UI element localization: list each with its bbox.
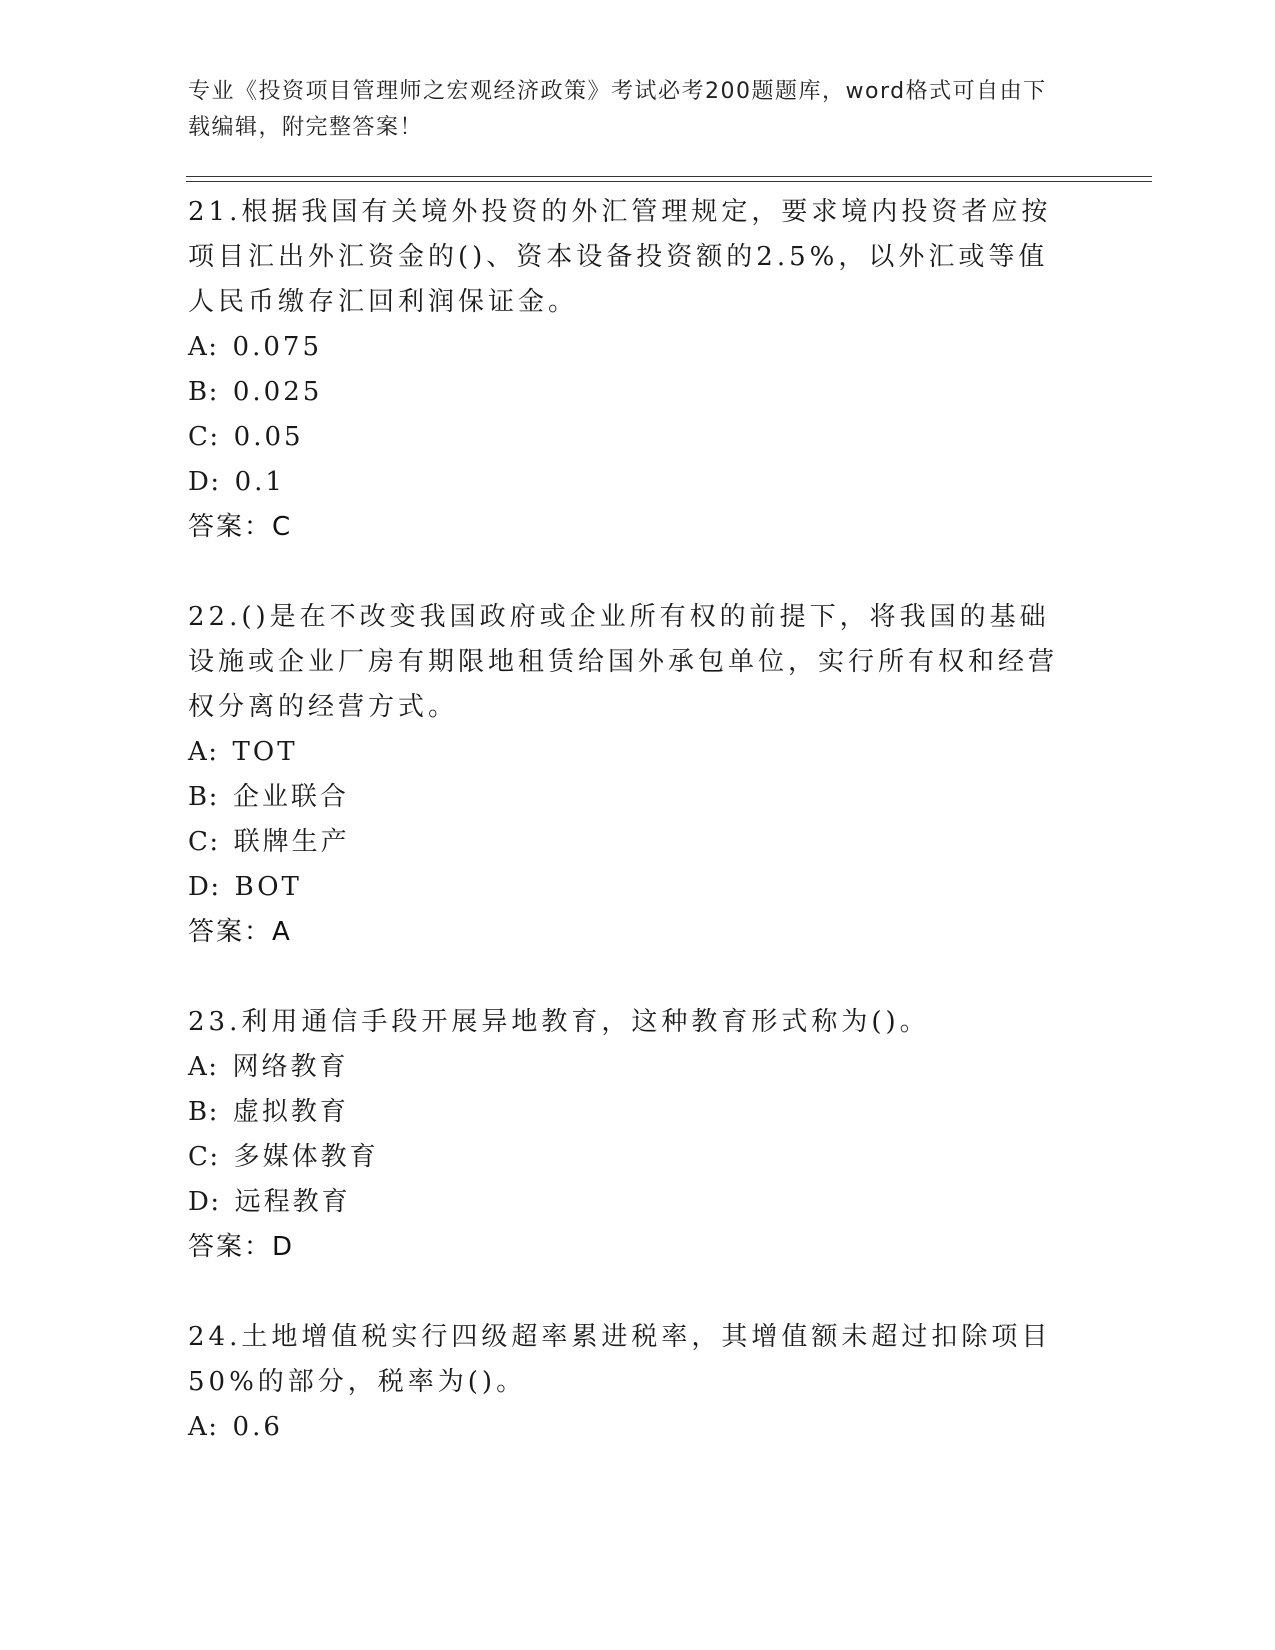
option-letter: D: [188, 467, 221, 497]
option-letter: B: [188, 377, 219, 407]
question-stem: 21.根据我国有关境外投资的外汇管理规定，要求境内投资者应按项目汇出外汇资金的()、资本设备投资额的2.5%，以外汇或等值人民币缴存汇回利润保证金。 [188, 197, 1052, 317]
option-c [188, 415, 1088, 460]
option-letter: B: [188, 1097, 219, 1127]
option-letter: C: [188, 827, 220, 857]
question-21 [188, 190, 1088, 550]
option-a [188, 325, 1088, 370]
option-text: 0.1 [234, 467, 285, 497]
option-text: 联牌生产 [233, 827, 350, 857]
question-stem: 22.()是在不改变我国政府或企业所有权的前提下，将我国的基础设施或企业厂房有期限地租赁给国外承包单位，实行所有权和经营权分离的经营方式。 [188, 602, 1059, 722]
option-a [188, 1405, 1088, 1450]
option-text: 0.025 [232, 377, 323, 407]
document-header-note: 专业《投资项目管理师之宏观经济政策》考试必考200题题库，word格式可自由下载编辑，附完整答案！ [188, 79, 1047, 140]
spacer [188, 955, 1088, 1000]
option-letter: B: [188, 782, 219, 812]
header-divider-bottom [186, 181, 1152, 182]
option-letter: A: [188, 332, 219, 362]
option-text: 虚拟教育 [232, 1097, 349, 1127]
option-text: 网络教育 [232, 1052, 349, 1082]
option-text: 企业联合 [232, 782, 349, 812]
answer-line: 答案：A [188, 917, 292, 947]
question-22 [188, 595, 1088, 955]
spacer [188, 1270, 1088, 1315]
option-c [188, 820, 1088, 865]
spacer [188, 550, 1088, 595]
option-text: 0.05 [233, 422, 304, 452]
question-stem: 23.利用通信手段开展异地教育，这种教育形式称为()。 [188, 1007, 930, 1037]
question-list [188, 190, 1088, 1450]
option-letter: A: [188, 1412, 219, 1442]
option-d [188, 1180, 1088, 1225]
header-divider-top [186, 176, 1152, 177]
option-b [188, 775, 1088, 820]
option-letter: A: [188, 1052, 219, 1082]
option-text: BOT [234, 872, 302, 902]
option-a [188, 730, 1088, 775]
question-24 [188, 1315, 1088, 1450]
option-text: 远程教育 [234, 1187, 351, 1217]
answer-line: 答案：D [188, 1232, 295, 1262]
option-letter: C: [188, 422, 220, 452]
option-letter: A: [188, 737, 219, 767]
option-b [188, 370, 1088, 415]
option-letter: D: [188, 1187, 221, 1217]
option-text: TOT [232, 737, 298, 767]
option-a [188, 1045, 1088, 1090]
answer-line: 答案：C [188, 512, 293, 542]
question-stem: 24.土地增值税实行四级超率累进税率，其增值额未超过扣除项目50%的部分，税率为()。 [188, 1322, 1052, 1397]
option-letter: D: [188, 872, 221, 902]
question-23 [188, 1000, 1088, 1270]
option-text: 0.075 [232, 332, 322, 362]
option-letter: C: [188, 1142, 220, 1172]
option-c [188, 1135, 1088, 1180]
option-text: 多媒体教育 [233, 1142, 379, 1172]
option-b [188, 1090, 1088, 1135]
option-text: 0.6 [232, 1412, 283, 1442]
option-d [188, 460, 1088, 505]
option-d [188, 865, 1088, 910]
